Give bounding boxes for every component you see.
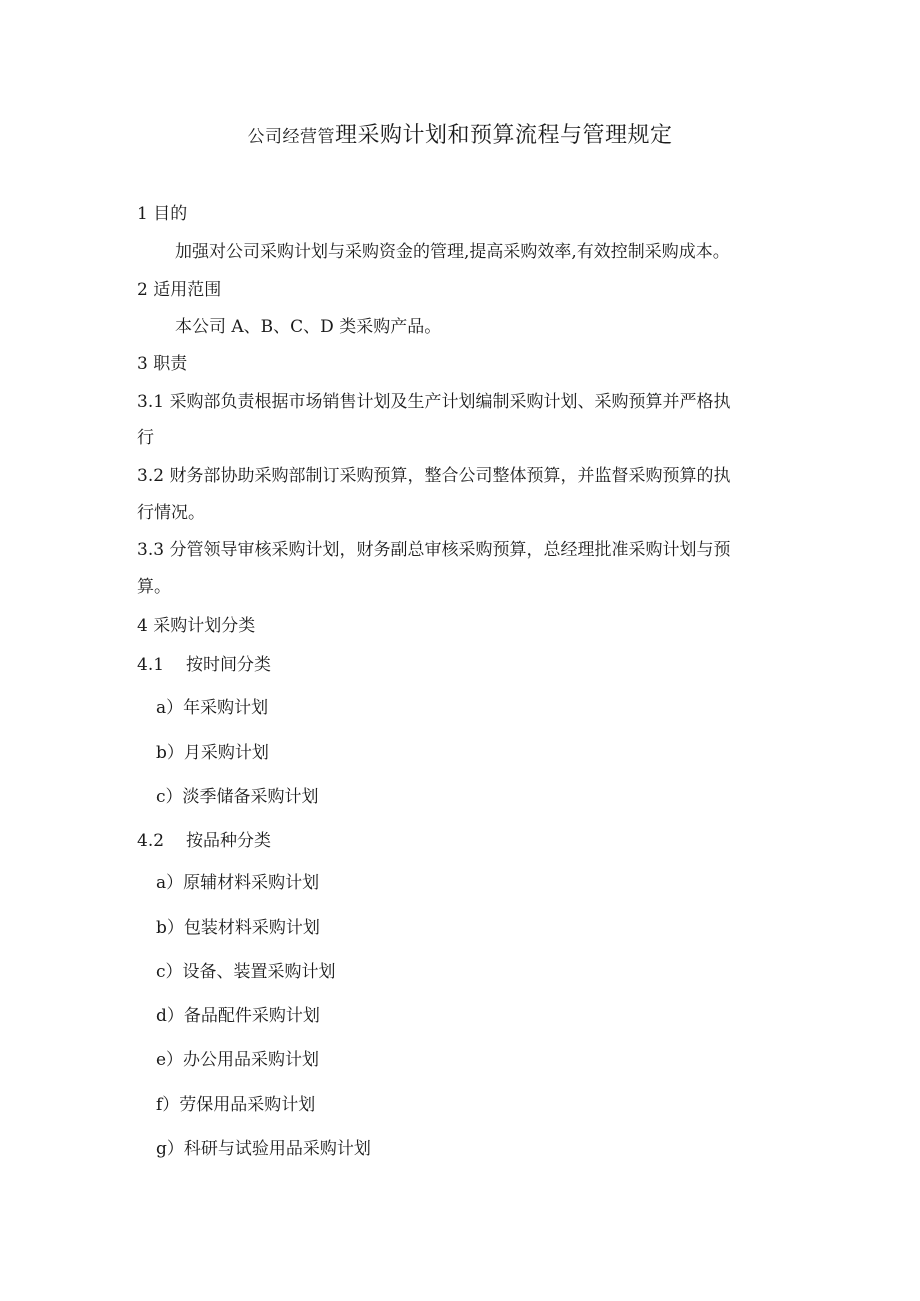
section-1-heading: 1 目的 <box>137 204 188 224</box>
section-3-3-line-1: 3.3 分管领导审核采购计划，财务副总审核采购预算，总经理批准采购计划与预 <box>137 540 731 560</box>
section-2-heading: 2 适用范围 <box>137 280 222 300</box>
section-4-2-number: 4.2 <box>137 831 165 851</box>
list-item: b）包装材料采购计划 <box>156 918 320 938</box>
list-item: d）备品配件采购计划 <box>156 1006 320 1026</box>
section-3-1-line-2: 行 <box>137 428 154 448</box>
title-prefix: 公司经营管 <box>247 127 335 147</box>
list-item: b）月采购计划 <box>156 743 269 763</box>
section-3-2-line-1: 3.2 财务部协助采购部制订采购预算，整合公司整体预算，并监督采购预算的执 <box>137 466 731 486</box>
section-3-heading: 3 职责 <box>137 354 188 374</box>
list-item: c）淡季储备采购计划 <box>156 787 319 807</box>
list-item: e）办公用品采购计划 <box>156 1050 320 1070</box>
section-4-heading: 4 采购计划分类 <box>137 616 256 636</box>
section-3-2-line-2: 行情况。 <box>137 503 205 523</box>
section-3-3-line-2: 算。 <box>137 577 171 597</box>
section-2-body: 本公司 A、B、C、D 类采购产品。 <box>175 317 442 337</box>
section-4-1-number: 4.1 <box>137 655 165 675</box>
list-item: a）年采购计划 <box>156 698 269 718</box>
section-1-body: 加强对公司采购计划与采购资金的管理,提高采购效率,有效控制采购成本。 <box>175 242 730 262</box>
section-4-1-label: 按时间分类 <box>186 655 272 675</box>
section-4-1-heading <box>137 652 271 678</box>
section-4-2-heading <box>137 828 271 854</box>
section-4-2-label: 按品种分类 <box>186 831 272 851</box>
list-item: g）科研与试验用品采购计划 <box>156 1139 371 1159</box>
list-item: f）劳保用品采购计划 <box>156 1095 316 1115</box>
title-main: 理采购计划和预算流程与管理规定 <box>334 123 673 148</box>
list-item: c）设备、装置采购计划 <box>156 962 336 982</box>
document-title <box>0 118 920 155</box>
section-3-1-line-1: 3.1 采购部负责根据市场销售计划及生产计划编制采购计划、采购预算并严格执 <box>137 392 731 412</box>
list-item: a）原辅材料采购计划 <box>156 873 320 893</box>
